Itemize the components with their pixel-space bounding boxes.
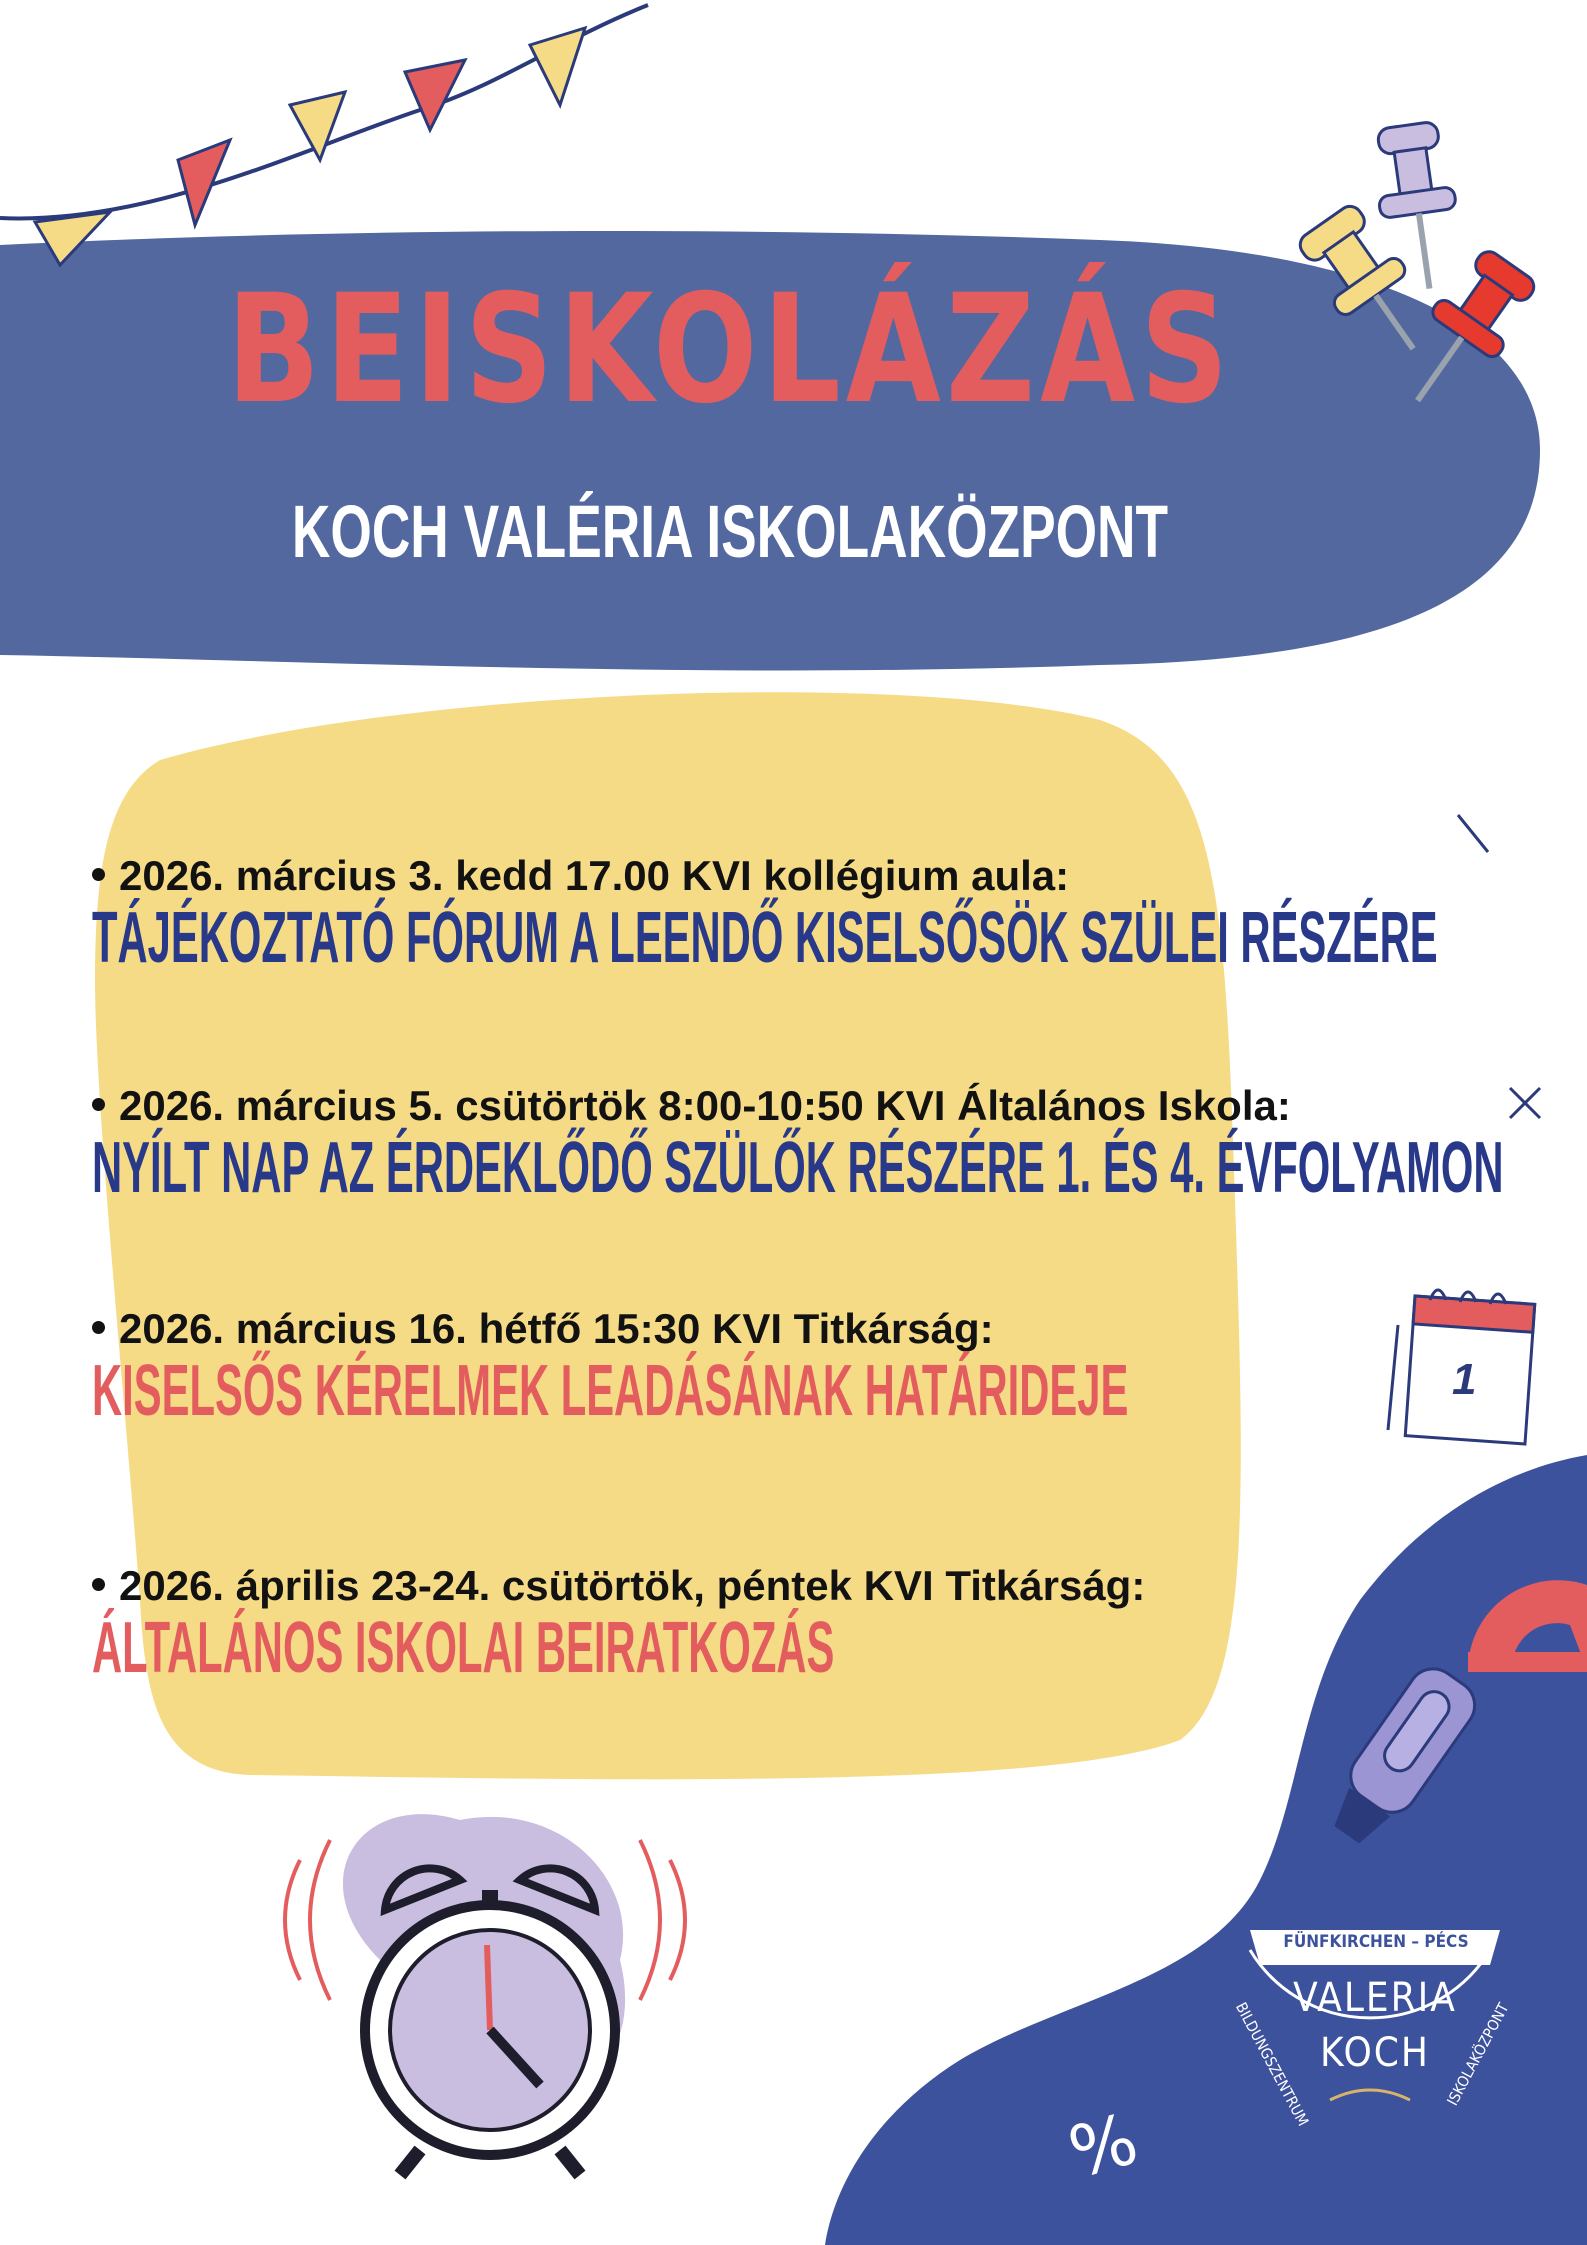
event-title: ÁLTALÁNOS ISKOLAI BEIRATKOZÁS [92,1608,835,1688]
logo-line1: VALERIA [1293,1975,1457,2021]
event-title: KISELSŐS KÉRELMEK LEADÁSÁNAK HATÁRIDEJE [92,1351,1129,1431]
dash-mark [1458,815,1488,852]
event-title: TÁJÉKOZTATÓ FÓRUM A LEENDŐ KISELSŐSÖK SZÜLEI RÉSZÉRE [92,898,1438,978]
event-date-location: 2026. március 16. hétfő 15:30 KVI Titkárság: [119,1305,994,1352]
bullet-icon [92,1098,105,1111]
alarm-clock-icon [285,1814,685,2175]
bullet-icon [92,1578,105,1591]
event-date-location: 2026. március 3. kedd 17.00 KVI kollégium aula: [119,852,1070,899]
calendar-day: 1 [1452,1355,1477,1404]
bullet-icon [92,868,105,881]
event-date-location: 2026. március 5. csütörtök 8:00-10:50 KVI Általános Iskola: [119,1082,1291,1129]
event-item [92,1082,1587,1206]
event-date-location: 2026. április 23-24. csütörtök, péntek KVI Titkárság: [119,1562,1146,1609]
event-item [92,1562,1372,1686]
event-title: NYÍLT NAP AZ ÉRDEKLŐDŐ SZÜLŐK RÉSZÉRE 1. ÉS 4. ÉVFOLYAMON [92,1128,1504,1208]
logo-banner: FÜNFKIRCHEN – PÉCS [1283,1932,1469,1952]
logo-line2: KOCH [1320,2030,1430,2076]
page-title: BEISKOLÁZÁS [226,263,1234,437]
event-item [92,1305,1587,1429]
logo-arc-right: ISKOLAKÖZPONT [1443,2000,1513,2109]
school-name: KOCH VALÉRIA ISKOLAKÖZPONT [291,490,1169,573]
logo-arc-left: BILDUNGSZENTRUM [1231,1999,1313,2130]
bullet-icon [92,1321,105,1334]
percent-icon: % [1060,2097,1146,2195]
event-item [92,852,1587,976]
